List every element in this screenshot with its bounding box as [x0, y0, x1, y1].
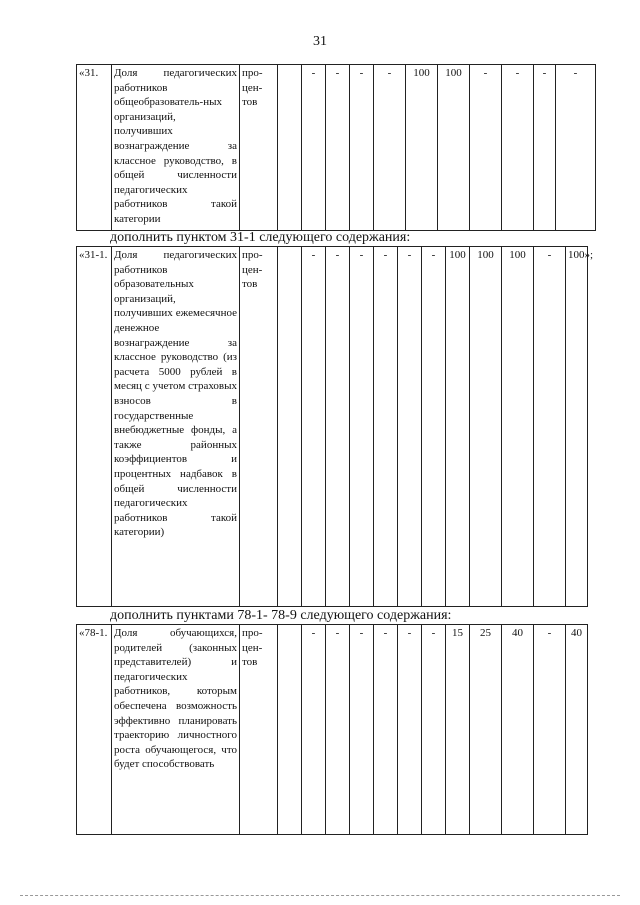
value-cell: -: [374, 247, 398, 607]
indicator-table-3: [76, 624, 628, 835]
value-cell: 25: [470, 625, 502, 835]
value-cell: 100»;: [566, 247, 588, 607]
value-cell: 100: [470, 247, 502, 607]
unit-cell: про-цен-тов: [240, 65, 278, 231]
indicator-table-1: [76, 64, 596, 231]
value-cell: -: [422, 625, 446, 835]
value-cell: -: [398, 247, 422, 607]
indicator-description: Доля педагогических работников общеобразователь-ных организаций, получивших вознаграждение за классное руководство, в общей численности педагогических работников такой категории: [112, 65, 240, 231]
value-cell: -: [302, 625, 326, 835]
value-cell: -: [326, 65, 350, 231]
row-number: «78-1.: [77, 625, 112, 835]
value-cell: 100: [406, 65, 438, 231]
value-cell: -: [326, 247, 350, 607]
value-cell: 100: [446, 247, 470, 607]
value-cell: -: [374, 65, 406, 231]
value-cell: 100: [438, 65, 470, 231]
value-cell: -: [534, 625, 566, 835]
value-cell: 100: [502, 247, 534, 607]
value-cell: -: [350, 247, 374, 607]
row-number: «31-1.: [77, 247, 112, 607]
table-row: [77, 625, 628, 835]
value-cell: -: [556, 65, 596, 231]
indicator-description: Доля обучающихся, родителей (законных представителей) и педагогических работников, которым обеспечена возможность эффективно планировать траекторию личностного роста обучающегося, что будет способствовать: [112, 625, 240, 835]
value-cell: 15: [446, 625, 470, 835]
value-cell: -: [350, 65, 374, 231]
value-cell: -: [502, 65, 534, 231]
page-number: 31: [313, 34, 327, 49]
unit-cell: про-цен-тов: [240, 247, 278, 607]
value-cell: -: [534, 247, 566, 607]
row-number: «31.: [77, 65, 112, 231]
value-cell: -: [302, 247, 326, 607]
value-cell: -: [374, 625, 398, 835]
table-row: [77, 65, 596, 231]
empty-cell: [278, 65, 302, 231]
value-cell: -: [470, 65, 502, 231]
unit-cell: про-цен-тов: [240, 625, 278, 835]
table-row: [77, 247, 628, 607]
scan-edge-divider: [20, 895, 620, 896]
value-cell: -: [326, 625, 350, 835]
value-cell: -: [350, 625, 374, 835]
indicator-table-2: [76, 246, 628, 607]
value-cell: -: [422, 247, 446, 607]
value-cell: -: [534, 65, 556, 231]
indicator-description: Доля педагогических работников образовательных организаций, получивших ежемесячное денежное вознаграждение за классное руководство (из расчета 5000 рублей в месяц с учетом страховых взносов в государственные внебюджетные фонды, а также районных коэффициентов и процентных надбавок в общей численности педагогических работников такой категории): [112, 247, 240, 607]
empty-cell: [278, 625, 302, 835]
value-cell: -: [302, 65, 326, 231]
amendment-instruction: дополнить пунктом 31-1 следующего содержания:: [110, 230, 411, 245]
amendment-instruction: дополнить пунктами 78-1- 78-9 следующего содержания:: [110, 608, 452, 623]
empty-cell: [278, 247, 302, 607]
value-cell: 40: [502, 625, 534, 835]
value-cell: 40: [566, 625, 588, 835]
value-cell: -: [398, 625, 422, 835]
